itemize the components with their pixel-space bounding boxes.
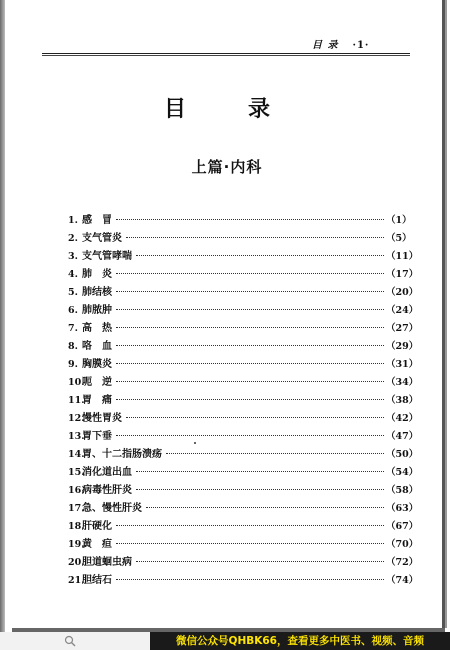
toc-dot-leader bbox=[116, 272, 384, 274]
toc-dot-leader bbox=[166, 452, 384, 454]
toc-entry-label: 支气管哮喘 bbox=[82, 251, 132, 262]
toc-entry-page: （72） bbox=[386, 557, 419, 568]
toc-dot-leader bbox=[116, 308, 384, 310]
toc-entry bbox=[68, 356, 419, 374]
toc-entry-number: 7. bbox=[68, 323, 78, 334]
toc-entry bbox=[68, 410, 419, 428]
toc-dot-leader bbox=[136, 488, 384, 490]
toc-dot-leader bbox=[116, 578, 384, 580]
search-icon[interactable] bbox=[64, 635, 76, 647]
toc-entry-label: 肺脓肿 bbox=[82, 305, 112, 316]
toc-entry-number: 11. bbox=[68, 395, 85, 406]
toc-entry-label: 慢性胃炎 bbox=[82, 413, 122, 424]
toc-entry-number: 20. bbox=[68, 557, 85, 568]
toc-dot-leader bbox=[116, 434, 384, 436]
toc-entry-page: （74） bbox=[386, 575, 419, 586]
toc-entry-label: 咯 血 bbox=[82, 341, 112, 352]
toc-dot-leader bbox=[126, 416, 384, 418]
toc-entry bbox=[68, 230, 412, 248]
toc-entry-page: （17） bbox=[386, 269, 419, 280]
toc-entry bbox=[68, 500, 419, 518]
toc-entry-page: （38） bbox=[386, 395, 419, 406]
toc-dot-leader bbox=[126, 236, 384, 238]
toc-dot-leader bbox=[116, 542, 384, 544]
toc-entry-label: 胃 痛 bbox=[82, 395, 112, 406]
toc-entry-page: （58） bbox=[386, 485, 419, 496]
toc-entry bbox=[68, 284, 419, 302]
toc-dot-leader bbox=[116, 398, 384, 400]
toc-dot-leader bbox=[116, 362, 384, 364]
toc-entry-number: 1. bbox=[68, 215, 78, 226]
toc-entry-number: 5. bbox=[68, 287, 78, 298]
toc-entry bbox=[68, 266, 419, 284]
toc-dot-leader bbox=[116, 524, 384, 526]
toc-entry-label: 病毒性肝炎 bbox=[82, 485, 132, 496]
page-title: 目 录 bbox=[163, 97, 290, 122]
toc-dot-leader bbox=[116, 344, 384, 346]
toc-entry-label: 黄 疸 bbox=[82, 539, 112, 550]
header-rule bbox=[42, 53, 410, 54]
stray-print-mark bbox=[194, 442, 196, 444]
toc-entry-label: 胆结石 bbox=[82, 575, 112, 586]
toc-entry-page: （63） bbox=[386, 503, 419, 514]
toc-entry bbox=[68, 428, 419, 446]
toc-entry-label: 消化道出血 bbox=[82, 467, 132, 478]
toc-entry-page: （42） bbox=[386, 413, 419, 424]
table-of-contents bbox=[68, 212, 419, 590]
running-head bbox=[312, 36, 412, 51]
toc-entry-number: 3. bbox=[68, 251, 78, 262]
toc-entry-label: 肺 炎 bbox=[82, 269, 112, 280]
footer-banner: 微信公众号QHBK66，查看更多中医书、视频、音频 bbox=[150, 632, 450, 650]
header-rule-secondary bbox=[42, 55, 410, 56]
toc-entry-page: （27） bbox=[386, 323, 419, 334]
toc-dot-leader bbox=[136, 560, 384, 562]
toc-entry bbox=[68, 446, 419, 464]
toc-entry-number: 12. bbox=[68, 413, 85, 424]
toc-dot-leader bbox=[116, 380, 384, 382]
toc-entry-label: 急、慢性肝炎 bbox=[82, 503, 142, 514]
toc-entry-label: 肝硬化 bbox=[82, 521, 112, 532]
toc-dot-leader bbox=[116, 290, 384, 292]
toc-entry bbox=[68, 572, 419, 590]
toc-entry bbox=[68, 536, 419, 554]
toc-entry-label: 支气管炎 bbox=[82, 233, 122, 244]
toc-entry-page: （70） bbox=[386, 539, 419, 550]
toc-entry bbox=[68, 554, 419, 572]
toc-entry-number: 10. bbox=[68, 377, 85, 388]
toc-entry-number: 16. bbox=[68, 485, 85, 496]
toc-entry bbox=[68, 392, 419, 410]
toc-entry bbox=[68, 518, 419, 536]
toc-entry-label: 呃 逆 bbox=[82, 377, 112, 388]
toc-entry-label: 胆道蛔虫病 bbox=[82, 557, 132, 568]
toc-entry-number: 13. bbox=[68, 431, 85, 442]
toc-entry-page: （11） bbox=[386, 251, 419, 262]
toc-dot-leader bbox=[136, 254, 384, 256]
toc-dot-leader bbox=[146, 506, 384, 508]
toc-entry-number: 21. bbox=[68, 575, 85, 586]
toc-entry-page: （34） bbox=[386, 377, 419, 388]
toc-entry bbox=[68, 212, 412, 230]
toc-entry bbox=[68, 248, 419, 266]
toc-dot-leader bbox=[116, 218, 384, 220]
toc-entry-page: （50） bbox=[386, 449, 419, 460]
toc-entry-page: （31） bbox=[386, 359, 419, 370]
toc-dot-leader bbox=[116, 326, 384, 328]
section-title: 上篇·内科 bbox=[191, 158, 263, 176]
toc-entry-number: 19. bbox=[68, 539, 85, 550]
toc-entry-number: 14. bbox=[68, 449, 85, 460]
toc-entry bbox=[68, 320, 419, 338]
toc-entry-number: 18. bbox=[68, 521, 85, 532]
toc-entry-label: 感 冒 bbox=[82, 215, 112, 226]
running-head-title: 目 录 bbox=[312, 40, 339, 51]
toc-entry-label: 高 热 bbox=[82, 323, 112, 334]
toc-entry-number: 17. bbox=[68, 503, 85, 514]
toc-entry-page: （29） bbox=[386, 341, 419, 352]
toc-entry-label: 肺结核 bbox=[82, 287, 112, 298]
toc-entry-number: 6. bbox=[68, 305, 78, 316]
toc-entry bbox=[68, 482, 419, 500]
toc-entry-page: （67） bbox=[386, 521, 419, 532]
toc-entry-page: （1） bbox=[386, 215, 412, 226]
toc-entry-number: 2. bbox=[68, 233, 78, 244]
toc-entry-page: （20） bbox=[386, 287, 419, 298]
toc-entry-page: （24） bbox=[386, 305, 419, 316]
viewer-left-edge bbox=[0, 0, 5, 650]
toc-entry bbox=[68, 302, 419, 320]
toc-entry-page: （47） bbox=[386, 431, 419, 442]
document-page bbox=[12, 0, 445, 628]
toc-entry-label: 胃、十二指肠溃疡 bbox=[82, 449, 162, 460]
toc-entry-number: 8. bbox=[68, 341, 78, 352]
toc-dot-leader bbox=[136, 470, 384, 472]
toc-entry bbox=[68, 338, 419, 356]
toc-entry-number: 4. bbox=[68, 269, 78, 280]
toc-entry-number: 9. bbox=[68, 359, 78, 370]
toc-entry-label: 胃下垂 bbox=[82, 431, 112, 442]
toc-entry-label: 胸膜炎 bbox=[82, 359, 112, 370]
toc-entry-page: （5） bbox=[386, 233, 412, 244]
toc-entry-page: （54） bbox=[386, 467, 419, 478]
toc-entry-number: 15. bbox=[68, 467, 85, 478]
toc-entry bbox=[68, 374, 419, 392]
running-head-page-number: ·1· bbox=[352, 40, 370, 51]
toc-entry bbox=[68, 464, 419, 482]
